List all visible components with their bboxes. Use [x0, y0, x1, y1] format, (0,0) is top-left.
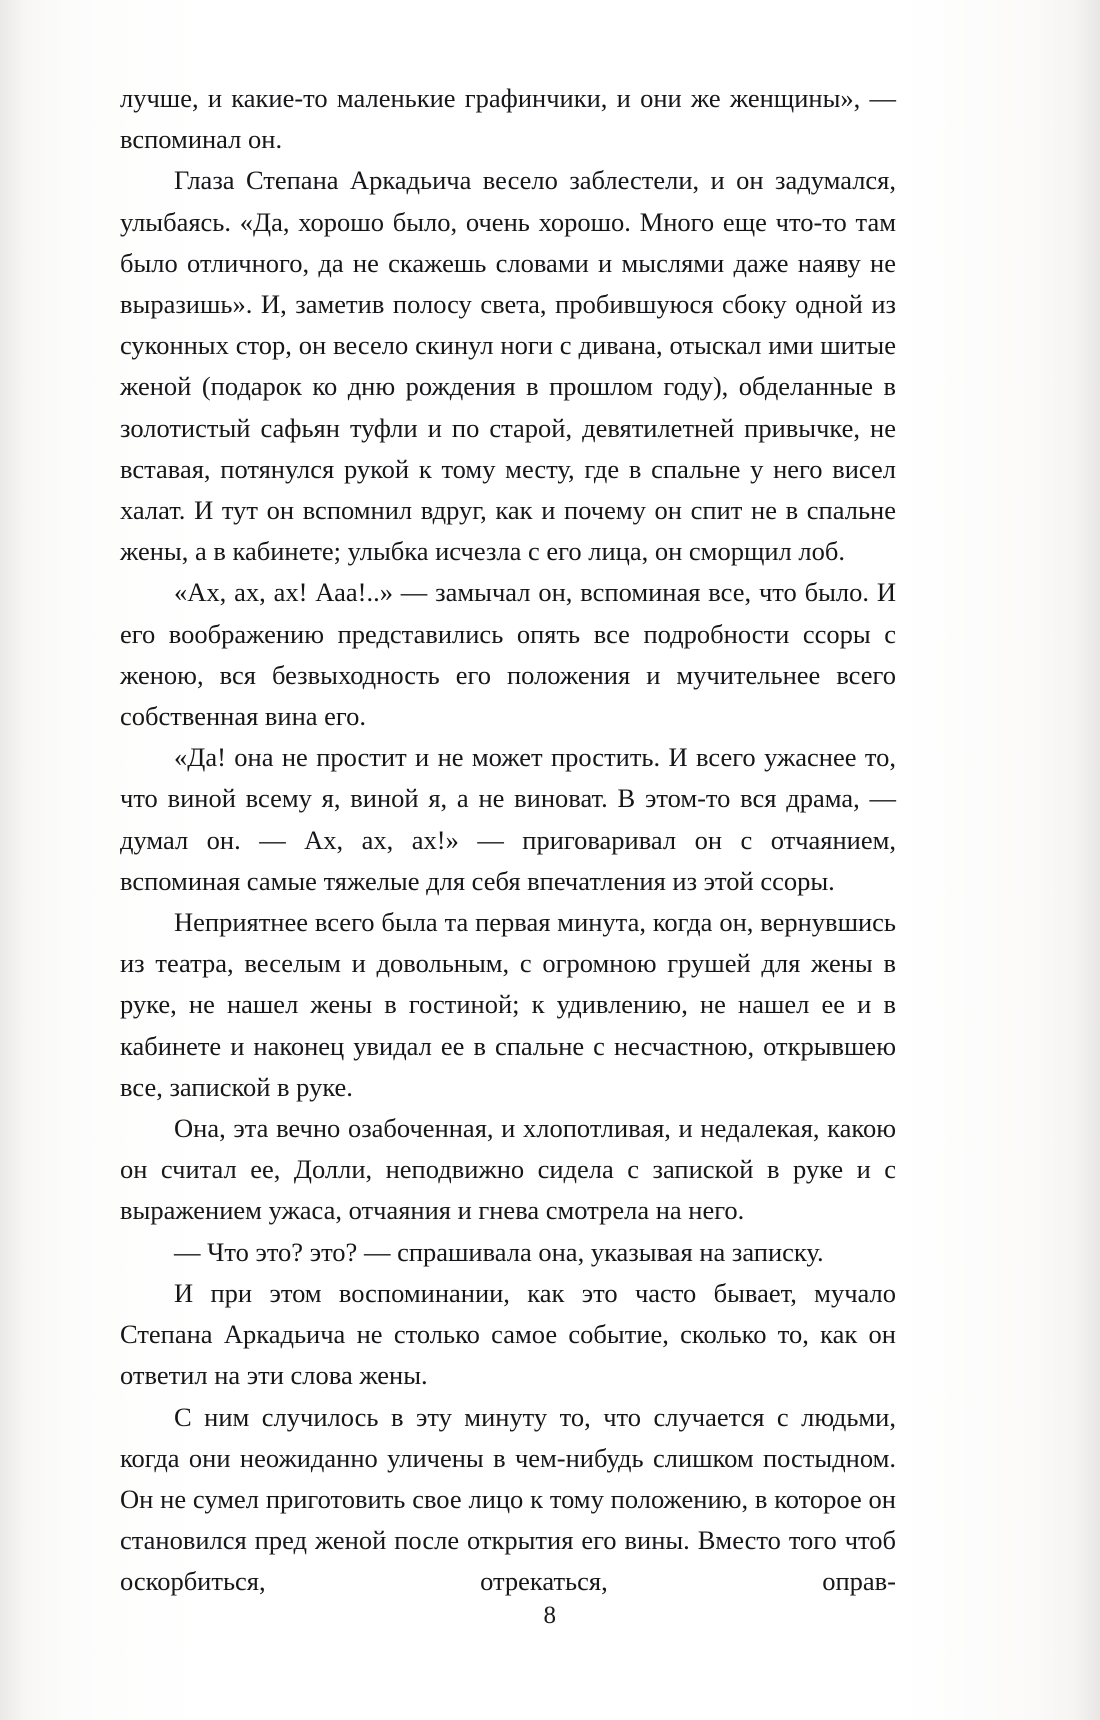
page-edge-shading-left: [0, 0, 26, 1720]
page-text-block: [120, 78, 896, 1603]
paragraph: «Ах, ах, ах! Ааа!..» — замычал он, вспоминая все, что было. И его воображению представились опять все подробности ссоры с женою, вся безвыходность его положения и мучительнее всего собственная вина его.: [120, 577, 896, 732]
paragraph: «Да! она не простит и не может простить. И всего ужаснее то, что виной всему я, виной я, а не виноват. В этом-то вся драма, — думал он. — Ах, ах, ах!» — приговаривал он с отчаянием, вспоминая самые тяжелые для себя впечатления из этой ссоры.: [120, 742, 896, 896]
paragraph: С ним случилось в эту минуту то, что случается с людьми, когда они неожиданно уличены в чем-нибудь слишком постыдном. Он не сумел приготовить свое лицо к тому положению, в которое он становился пред женой после открытия его вины. Вместо того чтоб оскорбиться, отрекаться, оправ-: [120, 1401, 896, 1597]
paragraph: лучше, и какие-то маленькие графинчики, и они же женщины», — вспоминал он.: [120, 83, 896, 155]
paragraph: Неприятнее всего была та первая минута, когда он, вернувшись из театра, веселым и довольным, с огромною грушей для жены в руке, не нашел жены в гостиной; к удивлению, не нашел ее и в кабинете и наконец увидал ее в спальне с несчастною, открывшею все, запиской в руке.: [120, 907, 896, 1102]
page-number: 8: [543, 1602, 557, 1629]
paragraph: Глаза Степана Аркадьича весело заблестели, и он задумался, улыбаясь. «Да, хорошо было, очень хорошо. Много еще что-то там было отличного, да не скажешь словами и мыслями даже наяву не выразишь». И, заметив полосу света, пробившуюся сбоку одной из суконных стор, он весело скинул ноги с дивана, отыскал ими шитые женой (подарок ко дню рождения в прошлом году), обделанные в золотистый сафьян туфли и по старой, девятилетней привычке, не вставая, потянулся рукой к тому месту, где в спальне у него висел халат. И тут он вспомнил вдруг, как и почему он спит не в спальне жены, а в кабинете; улыбка исчезла с его лица, он сморщил лоб.: [120, 165, 896, 567]
paragraph: — Что это? это? — спрашивала она, указывая на записку.: [174, 1236, 824, 1267]
page-edge-shading-right: [1074, 0, 1100, 1720]
paragraph: И при этом воспоминании, как это часто бывает, мучало Степана Аркадьича не столько самое событие, сколько то, как он ответил на эти слова жены.: [120, 1277, 896, 1391]
paragraph: Она, эта вечно озабоченная, и хлопотливая, и недалекая, какою он считал ее, Долли, неподвижно сидела с запиской в руке и с выражением ужаса, отчаяния и гнева смотрела на него.: [120, 1113, 896, 1226]
